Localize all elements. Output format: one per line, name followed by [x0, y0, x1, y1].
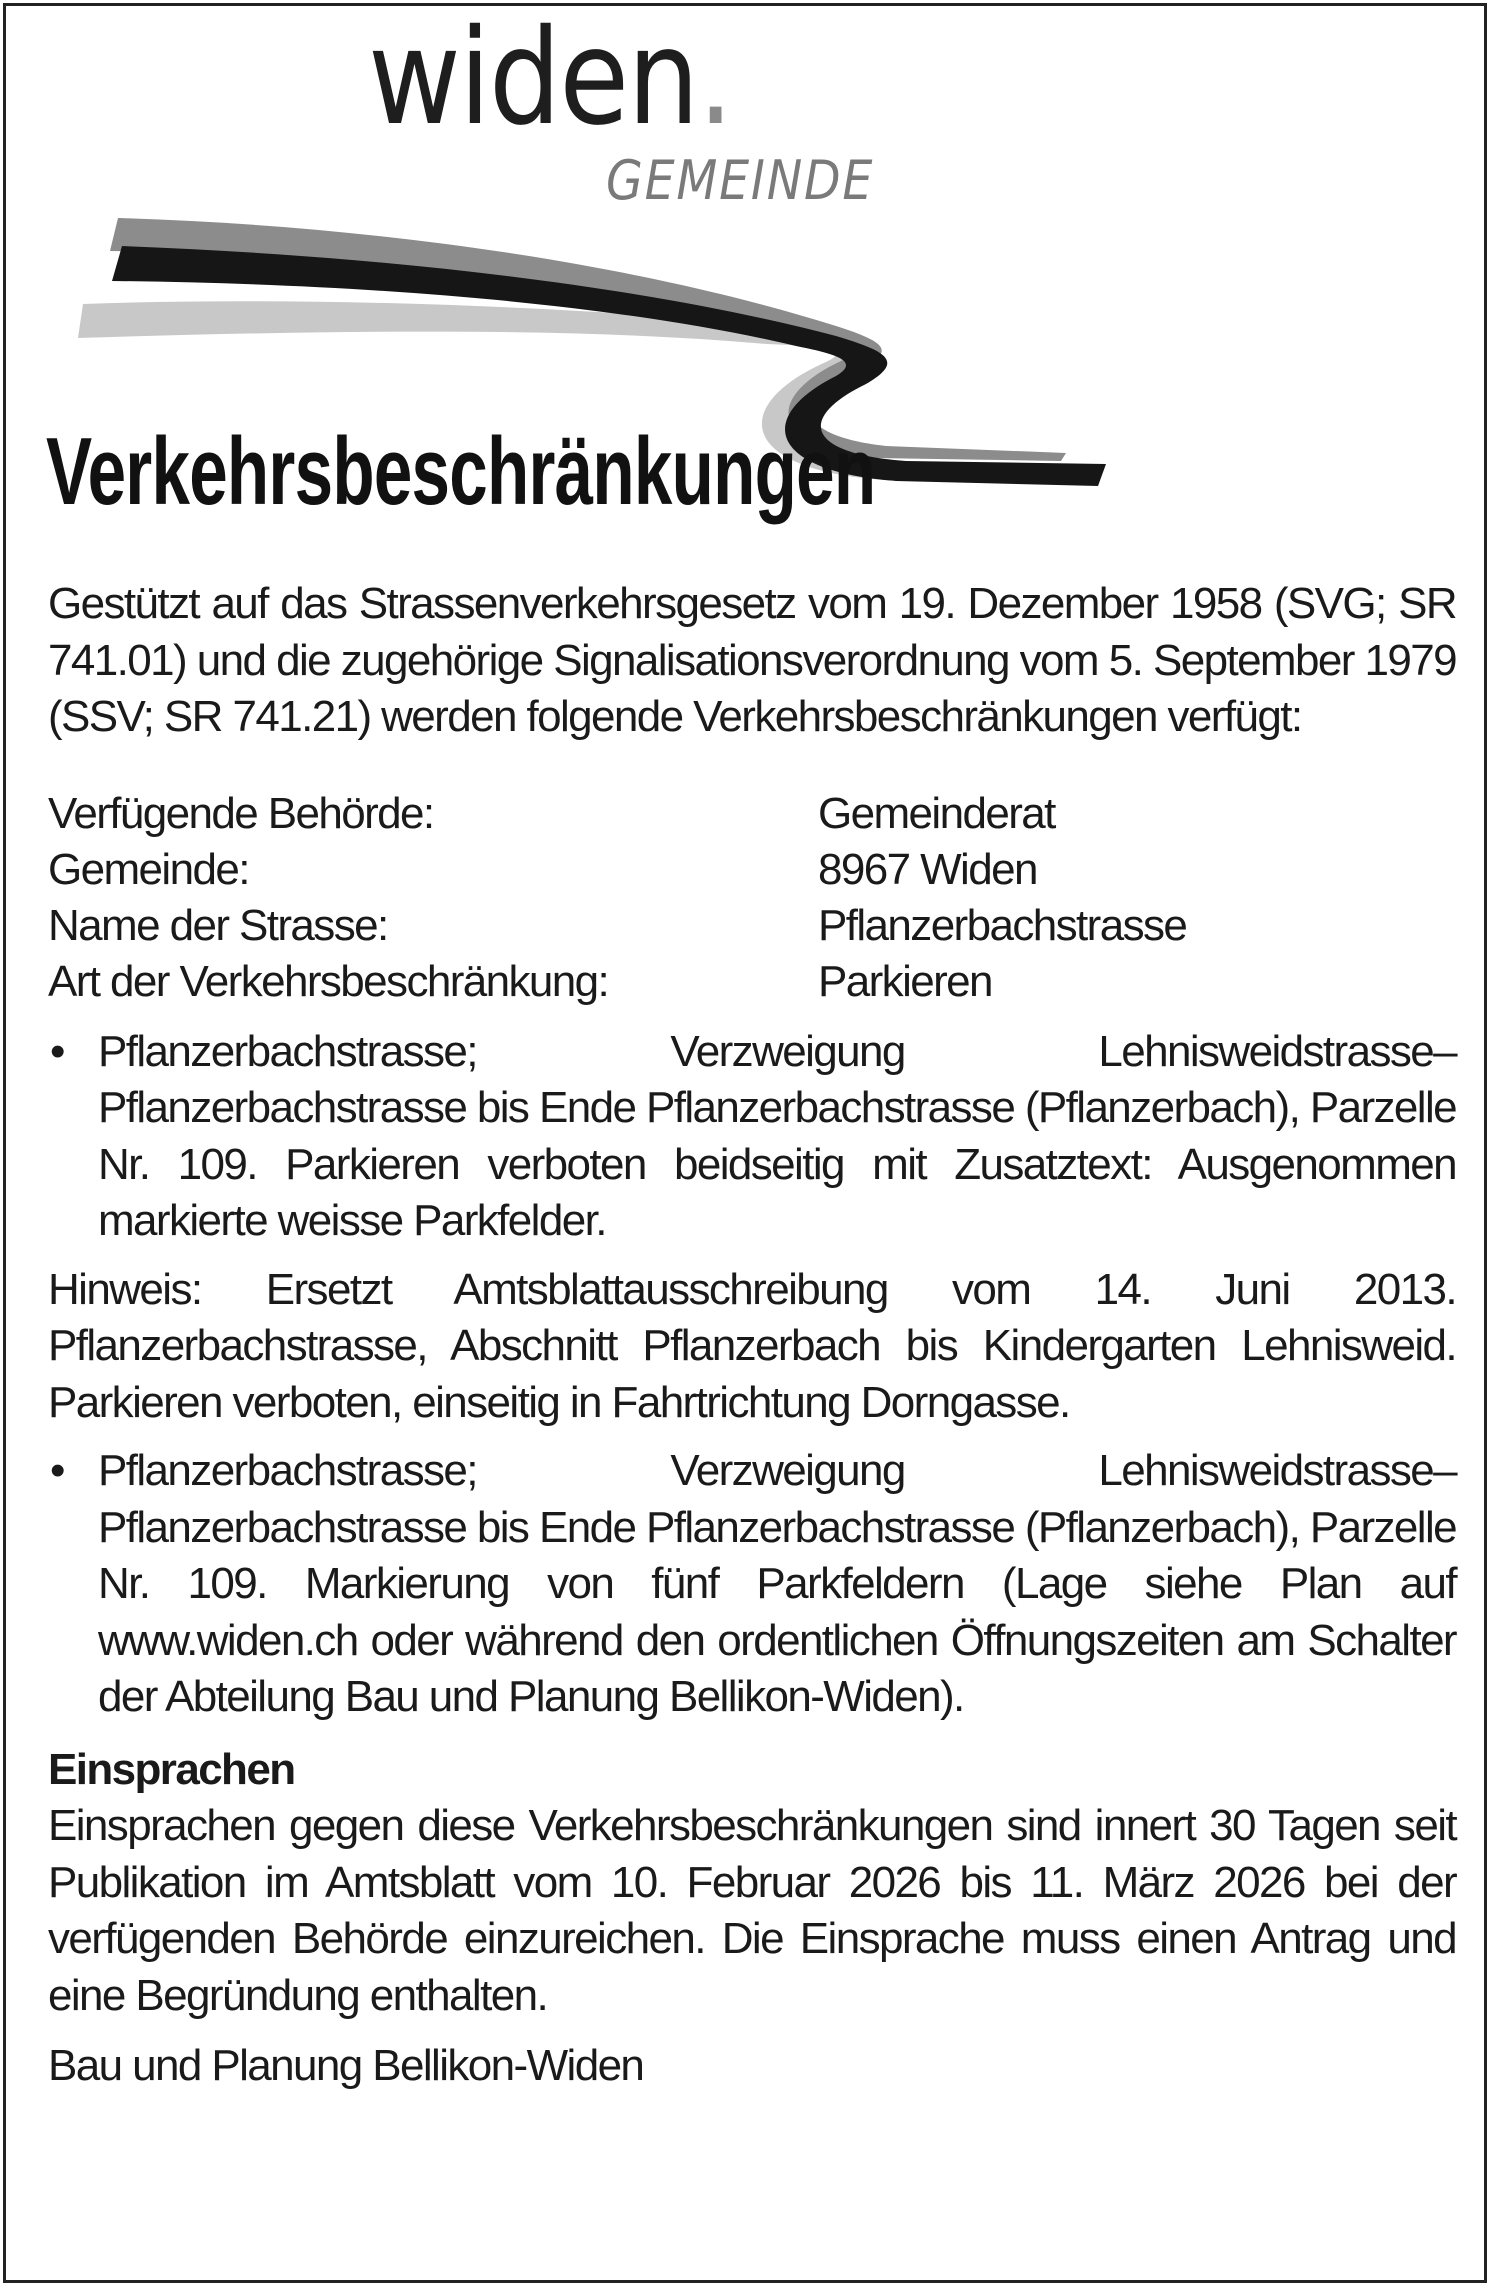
measure-text: Pflanzerbachstrasse; Verzweigung Lehnisweidstrasse–Pflanzerbachstrasse bis Ende Pflanzerbachstrasse (Pflanzerbach), Parzelle Nr. 109. Parkieren verboten beidseitig mit Zusatztext: Ausgenommen markierte weisse Parkfelder.	[98, 1026, 1456, 1245]
bullet-icon: •	[50, 1446, 64, 1495]
signature: Bau und Planung Bellikon-Widen	[48, 2041, 644, 2090]
objection-heading: Einsprachen	[48, 1744, 295, 1794]
detail-value-restriction-type: Parkieren	[818, 956, 992, 1006]
detail-label-street: Name der Strasse:	[48, 900, 388, 950]
detail-value-municipality: 8967 Widen	[818, 844, 1037, 894]
detail-label-authority: Verfügende Behörde:	[48, 788, 434, 838]
detail-label-municipality: Gemeinde:	[48, 844, 249, 894]
measure-text: Pflanzerbachstrasse; Verzweigung Lehnisweidstrasse–Pflanzerbachstrasse bis Ende Pflanzerbachstrasse (Pflanzerbach), Parzelle Nr. 109. Markierung von fünf Parkfeldern (Lage siehe Plan auf www.widen.ch oder während den ordentlichen Öffnungszeiten am Schalter der Abteilung Bau und Planung Bellikon-Widen).	[98, 1446, 1456, 1721]
logo-subtitle: GEMEINDE	[606, 149, 875, 212]
detail-value-authority: Gemeinderat	[818, 788, 1055, 838]
notice-body	[48, 576, 1456, 2095]
measure-list-item	[48, 1443, 1456, 1726]
detail-value-street: Pflanzerbachstrasse	[818, 900, 1187, 950]
logo-wordmark-dot: .	[697, 1, 733, 155]
notice-title: Verkehrsbeschränkungen	[46, 418, 876, 525]
objection-paragraph: Einsprachen gegen diese Verkehrsbeschränkungen sind innert 30 Tagen seit Publikation im Amtsblatt vom 10. Februar 2026 bis 11. März 2026 bei der verfügenden Behörde einzureichen. Die Einsprache muss einen Antrag und eine Begründung enthalten.	[48, 1801, 1456, 2020]
measure-list-item	[48, 1024, 1456, 1250]
hinweis-paragraph: Hinweis: Ersetzt Amtsblattausschreibung vom 14. Juni 2013. Pflanzerbachstrasse, Abschnitt Pflanzerbach bis Kindergarten Lehnisweid. Parkieren verboten, einseitig in Fahrtrichtung Dorngasse.	[48, 1264, 1456, 1427]
detail-label-restriction-type: Art der Verkehrsbeschränkung:	[48, 956, 609, 1006]
notice-frame	[3, 3, 1487, 2283]
bullet-icon: •	[50, 1026, 64, 1076]
restriction-details	[48, 786, 1456, 1010]
logo-wordmark-text: widen	[368, 1, 698, 155]
intro-paragraph: Gestützt auf das Strassenverkehrsgesetz vom 19. Dezember 1958 (SVG; SR 741.01) und die zugehörige Signalisationsverordnung vom 5. September 1979 (SSV; SR 741.21) werden folgende Verkehrsbeschränkungen verfügt:	[48, 579, 1456, 741]
